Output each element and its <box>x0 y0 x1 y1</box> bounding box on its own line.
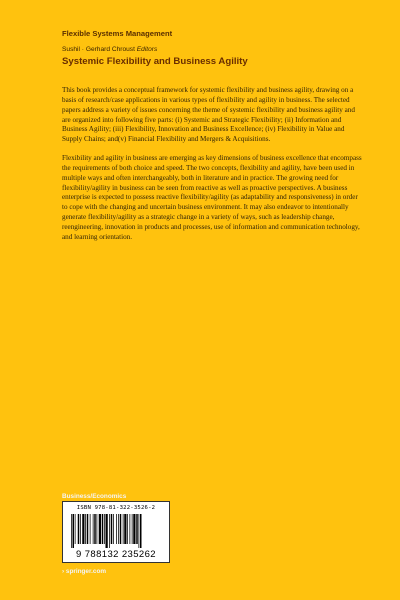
editor-names: Sushil · Gerhard Chroust <box>62 46 135 53</box>
barcode-graphic <box>69 514 165 548</box>
ean-number: 9 788132 235262 <box>76 549 156 560</box>
barcode-bar <box>130 514 131 544</box>
barcode-bar <box>116 514 117 544</box>
barcode-bar <box>136 514 138 544</box>
barcode-bar <box>73 514 75 548</box>
barcode-bar <box>104 514 105 544</box>
barcode-bar <box>127 514 128 544</box>
barcode-bar <box>111 514 113 544</box>
barcode-bar <box>132 514 133 544</box>
barcode-bar <box>102 514 104 544</box>
barcode-bar <box>78 514 80 544</box>
barcode-bar <box>90 514 91 544</box>
barcode-bar <box>113 514 114 544</box>
barcode-bar <box>123 514 124 544</box>
barcode-bar <box>94 514 96 544</box>
barcode-bar <box>80 514 81 544</box>
barcode-bar <box>109 514 110 548</box>
barcode-bar <box>93 514 94 544</box>
description-paragraph: Flexibility and agility in business are emerging as key dimensions of business excellence that encompass the requirements of both choice and speed. The two concepts, flexibility and agility, have been used in multiple ways and often interchangeably, both in literature and in practice. The growing need for flexibility/agility in business can be seen from reactive as well as proactive perspectives. A business enterprise is expected to possess reactive flexibility/agility (as adaptability and responsiveness) in order to cope with the changing and uncertain business environment. It may also endeavor to intentionally generate flexibility/agility as a strategic change in a variety of ways, such as leadership change, reengineering, innovation in products and processes, use of information and communication technology, and learning orientation. <box>62 154 362 241</box>
barcode-bar <box>82 514 84 544</box>
barcode-bar <box>97 514 98 544</box>
barcode-bar <box>106 514 108 548</box>
book-description <box>62 86 362 252</box>
barcode-box <box>62 501 170 563</box>
isbn-text: ISBN 978-81-322-3526-2 <box>76 505 156 511</box>
barcode-bar <box>71 514 72 548</box>
barcode-bar <box>124 514 126 544</box>
barcode-bar <box>120 514 122 544</box>
book-title: Systemic Flexibility and Business Agility <box>62 56 248 67</box>
series-name: Flexible Systems Management <box>62 29 173 38</box>
barcode-bar <box>87 514 89 544</box>
editor-role: Editors <box>136 46 158 53</box>
barcode-bar <box>133 514 135 544</box>
barcode-bar <box>75 514 76 544</box>
description-paragraph: This book provides a conceptual framework for systemic flexibility and business agility, drawing on a basis of research/case applications in various types of flexibility and agility in business. The selected papers address a variety of issues concerning the theme of systemic flexibility and business agility and are organized into following five parts: (i) Systemic and Strategic Flexibility; (ii) Information and Business Agility; (iii) Flexibility, Innovation and Business Excellence; (iv) Flexibility in Value and Supply Chains; and(v) Financial Flexibility and Mergers & Acquisitions. <box>62 86 355 144</box>
category-label: Business/Economics <box>62 493 127 500</box>
barcode-bar <box>139 514 140 548</box>
barcode-bar <box>85 514 86 544</box>
barcode-bar <box>99 514 101 544</box>
barcode-bar <box>140 514 142 548</box>
editors-line <box>62 46 157 53</box>
barcode-bar <box>118 514 119 544</box>
publisher-website: › springer.com <box>62 568 107 575</box>
